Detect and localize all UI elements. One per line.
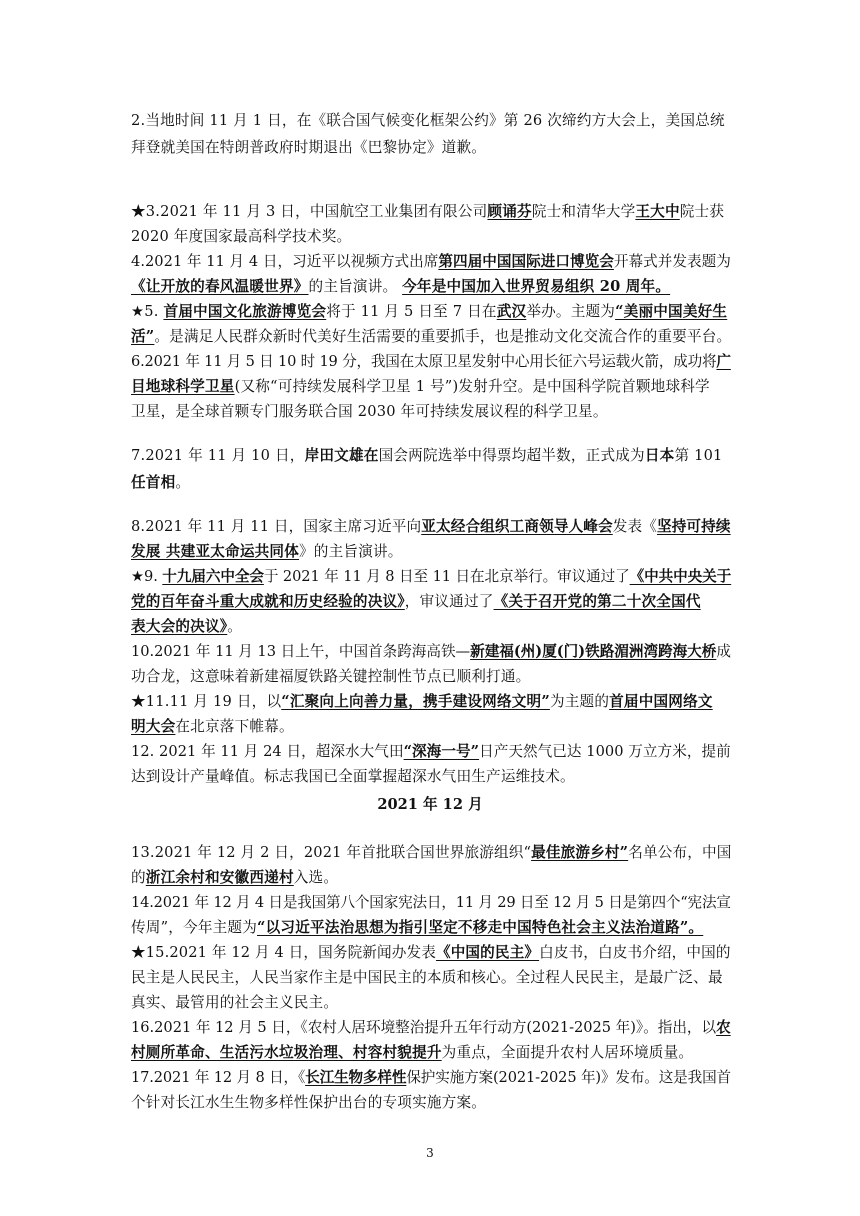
text-line — [131, 326, 731, 348]
key-term: 坚持可持续 — [656, 518, 731, 535]
text-line — [131, 967, 731, 989]
key-term: 表大会的决议》 — [131, 618, 228, 635]
text-line — [131, 741, 731, 763]
bold-term: 日本 — [644, 447, 675, 464]
text-run: (又称“可持续发展科学卫星 1 号”)发射升空。是中国科学院首颗地球科学 — [234, 378, 710, 395]
key-term: 十九届六中全会 — [162, 568, 264, 585]
text-run: 真实、最管用的社会主义民主。 — [131, 994, 339, 1011]
text-run: 14.2021 年 12 月 4 日是我国第八个国家宪法日，11 月 29 日至 12 月 5 日是第四个“宪法宣 — [131, 894, 731, 911]
text-line — [131, 137, 731, 159]
text-run: 13.2021 年 12 月 2 日，2021 年首批联合国世界旅游组织“ — [131, 844, 532, 861]
text-run: 4.2021 年 11 月 4 日，习近平以视频方式出席 — [131, 253, 439, 270]
key-term: “深海一号” — [403, 743, 480, 760]
bold-term: 岸田文雄在 — [304, 447, 379, 464]
text-run: 12. 2021 年 11 月 24 日，超深水大气田 — [131, 743, 404, 760]
text-run: 第 101 — [674, 447, 723, 464]
text-run: 国会两院选举中得票均超半数，正式成为 — [378, 447, 645, 464]
text-line — [131, 301, 731, 323]
key-term: 顾诵芬 — [487, 203, 532, 220]
text-run: 在北京落下帷幕。 — [175, 718, 294, 735]
text-line — [131, 666, 731, 688]
text-line — [131, 616, 731, 638]
text-line — [131, 110, 731, 132]
key-term: 新建福(州)厦(门)铁路湄洲湾跨海大桥 — [470, 643, 717, 660]
key-term: 亚太经合组织工商领导人峰会 — [421, 518, 613, 535]
key-term: 浙江余村和安徽西递村 — [145, 869, 294, 886]
text-line — [131, 917, 731, 939]
text-run: 达到设计产量峰值。标志我国已全面掌握超深水气田生产运维技术。 — [131, 768, 575, 785]
text-line — [131, 226, 731, 248]
text-line — [131, 1017, 731, 1039]
text-run: 。是满足人民群众新时代美好生活需要的重要抓手，也是推动文化交流合作的重要平台。 — [154, 328, 732, 345]
text-run: ★5. — [131, 303, 164, 320]
key-term: 首届中国网络文 — [609, 693, 713, 710]
key-term: 王大中 — [635, 203, 680, 220]
text-run: 发表《 — [612, 518, 657, 535]
text-line — [131, 351, 731, 373]
text-line — [131, 1042, 731, 1064]
key-term: 《中国的民主》 — [435, 944, 540, 961]
text-run: ★9. — [131, 568, 163, 585]
text-line — [131, 1092, 731, 1114]
key-term: 今年是中国加入世界贸易组织 20 周年。 — [402, 278, 671, 295]
text-run: 。 — [175, 474, 191, 491]
text-run: 将于 11 月 5 日至 7 日在 — [326, 303, 497, 320]
key-term: 最佳旅游乡村” — [531, 844, 629, 861]
key-term: 活” — [131, 328, 155, 345]
text-run: 保护实施方案(2021-2025 年)》发布。这是我国首 — [406, 1069, 731, 1086]
text-line — [131, 842, 731, 864]
text-run: ★15.2021 年 12 月 4 日，国务院新闻办发表 — [131, 944, 436, 961]
key-term: 《关于召开党的第二十次全国代 — [493, 593, 701, 610]
text-run: 6.2021 年 11 月 5 日 10 时 19 分，我国在太原卫星发射中心用长征六号运载火箭，成功将 — [131, 353, 717, 370]
page-number: 3 — [426, 1146, 434, 1160]
key-term: 党的百年奋斗重大成就和历史经验的决议》 — [131, 593, 405, 610]
text-line — [131, 401, 731, 423]
text-line — [131, 942, 731, 964]
text-run: 院士和清华大学 — [531, 203, 636, 220]
text-run: 入选。 — [293, 869, 339, 886]
text-line — [131, 992, 731, 1014]
text-run: 开幕式并发表题为 — [613, 253, 731, 270]
text-run: 10.2021 年 11 月 13 日上午，中国首条跨海高铁— — [131, 643, 471, 660]
text-run: 名单公布，中国 — [628, 844, 732, 861]
text-run: 院士获 — [679, 203, 725, 220]
text-run: 的主旨演讲。 — [308, 278, 403, 295]
text-run: ，审议通过了 — [404, 593, 494, 610]
text-line — [131, 867, 731, 889]
key-term: 长江生物多样性 — [305, 1069, 407, 1086]
bold-term: 任首相 — [131, 474, 176, 491]
text-line — [131, 251, 731, 273]
text-run: ★11.11 月 19 日，以 — [131, 693, 282, 710]
text-run: 17.2021 年 12 月 8 日，《 — [131, 1069, 306, 1086]
text-line — [131, 691, 731, 713]
key-term: 发展 共建亚太命运共同体 — [131, 543, 300, 560]
text-line — [131, 201, 731, 223]
text-line — [131, 566, 731, 588]
text-run: 日产天然气已达 1000 万立方米，提前 — [479, 743, 731, 760]
text-line — [131, 516, 731, 538]
key-term: “以习近平法治思想为指引坚定不移走中国特色社会主义法治道路”。 — [257, 919, 704, 936]
text-line — [131, 591, 731, 613]
text-run: 2020 年度国家最高科学技术奖。 — [131, 228, 352, 245]
key-term: 目地球科学卫星 — [131, 378, 235, 395]
text-run: 16.2021 年 12 月 5 日，《农村人居环境整治提升五年行动方(2021-2025 年)》。指出，以 — [131, 1019, 717, 1036]
text-line — [131, 541, 731, 563]
text-run: 拜登就美国在特朗普政府时期退出《巴黎协定》道歉。 — [131, 139, 487, 156]
key-term: 农 — [716, 1019, 731, 1036]
text-line — [131, 376, 731, 398]
text-run: 2.当地时间 11 月 1 日，在《联合国气候变化框架公约》第 26 次缔约方大会上，美国总统 — [131, 112, 725, 129]
text-line — [131, 766, 731, 788]
text-run: 举办。主题为 — [526, 303, 616, 320]
text-run: 为主题的 — [549, 693, 610, 710]
text-line — [131, 892, 731, 914]
text-run: 于 2021 年 11 月 8 日至 11 日在北京举行。审议通过了 — [263, 568, 630, 585]
text-run: 传周”，今年主题为 — [131, 919, 258, 936]
key-term: 武汉 — [496, 303, 527, 320]
text-run: 个针对长江水生生物多样性保护出台的专项实施方案。 — [131, 1094, 487, 1111]
key-term: 《中共中央关于 — [629, 568, 732, 585]
key-term: “美丽中国美好生 — [615, 303, 728, 320]
key-term: 首届中国文化旅游博览会 — [163, 303, 327, 320]
text-run: 民主是人民民主，人民当家作主是中国民主的本质和核心。全过程人民民主，是最广泛、最 — [131, 969, 723, 986]
text-line — [131, 1067, 731, 1089]
text-run: 卫星，是全球首颗专门服务联合国 2030 年可持续发展议程的科学卫星。 — [131, 403, 608, 420]
text-run: 白皮书，白皮书介绍，中国的 — [539, 944, 731, 961]
key-term: 广 — [716, 353, 731, 370]
text-run: 功合龙，这意味着新建福厦铁路关键控制性节点已顺利打通。 — [131, 668, 531, 685]
text-run: 8.2021 年 11 月 11 日，国家主席习近平向 — [131, 518, 422, 535]
text-run: 。 — [227, 618, 243, 635]
text-line — [131, 472, 731, 494]
key-term: 明大会 — [131, 718, 176, 735]
text-run: 成 — [716, 643, 731, 660]
text-run: ★3.2021 年 11 月 3 日，中国航空工业集团有限公司 — [131, 203, 488, 220]
section-heading: 2021 年 12 月 — [377, 796, 483, 813]
text-run: 为重点，全面提升农村人居环境质量。 — [441, 1044, 694, 1061]
key-term: 第四届中国国际进口博览会 — [438, 253, 614, 270]
key-term: “汇聚向上向善力量，携手建设网络文明” — [281, 693, 550, 710]
text-run: 7.2021 年 11 月 10 日， — [131, 447, 305, 464]
text-line — [131, 276, 731, 298]
key-term: 《让开放的春风温暖世界》 — [131, 278, 309, 295]
text-line — [131, 641, 731, 663]
key-term: 村厕所革命、生活污水垃圾治理、村容村貌提升 — [131, 1044, 442, 1061]
text-run: 的 — [131, 869, 146, 886]
text-run: 》的主旨演讲。 — [299, 543, 403, 560]
text-line — [131, 716, 731, 738]
text-line — [131, 445, 731, 467]
